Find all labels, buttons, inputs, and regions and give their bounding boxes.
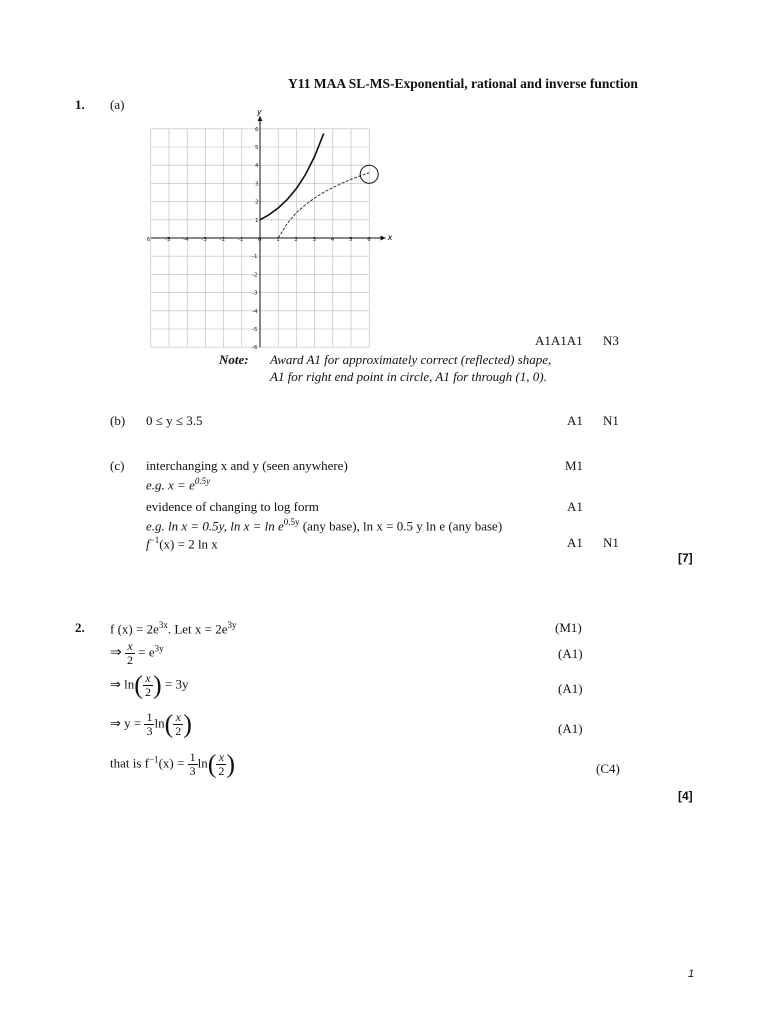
part-c-line-5: $f^{-1}(x) = 2$ ln x [146,535,218,552]
q2-mark-2: (A1) [558,646,583,661]
y-axis-arrow [258,116,263,121]
y-tick-label: -1 [252,254,258,261]
x-tick-label: 6 [367,237,371,243]
question-number: 1. [75,97,85,112]
y-tick-label: -4 [252,308,258,315]
part-c-line-3: evidence of changing to log form [146,499,319,514]
question-number-2: 2. [75,620,85,635]
q2-line-1: f $(x) = 2e^{3x}$. Let $x = 2e^{3y}$ [110,620,237,637]
q2-line-5: that is $f^{-1}(x)$ = $\frac{1}{3}$ ln( $\frac{x}{2}$ ) [110,749,236,779]
y-tick-label: 4 [255,163,259,170]
marks-c-1: M1 [565,458,584,473]
x-tick-label: -5 [165,237,171,243]
x-tick-label: -1 [237,237,244,243]
x-tick-label: 0 [258,237,262,243]
part-c-line-4: e.g. ln x = 0.5y, $\ln x = \ln e^{0.5y}$ (any base), ln x = 0.5 y ln e (any base) [146,517,503,534]
total-marks-q1: [7] [678,551,693,565]
part-label-a: (a) [110,97,125,112]
marks-c-2: A1 [567,499,583,514]
q2-mark-5: (C4) [596,761,620,776]
q2-mark-1: (M1) [555,620,582,635]
q2-line-3: ⇒ ln( $\frac{x}{2}$ ) = 3y [110,670,189,700]
total-marks-q2: [4] [678,789,693,803]
note-label: Note: [219,352,249,367]
q2-line-2: ⇒ $\frac{x}{2}$ = $e^{3y}$ [110,639,164,668]
page-title: Y11 MAA SL-MS-Exponential, rational and inverse function [288,76,638,91]
exponential-curve [260,133,324,219]
page-number: 1 [688,968,695,980]
n-mark-c: N1 [603,535,619,550]
marks-c-3: A1 [567,535,583,550]
y-tick-label: 5 [255,145,259,151]
n-mark-b: N1 [603,413,619,428]
x-axis-arrow [381,236,386,241]
inverse-log-curve [278,173,369,238]
y-tick-label: -3 [252,290,258,297]
x-tick-label: 3 [312,237,317,243]
note-line-2: A1 for right end point in circle, A1 for through (1, 0). [270,369,547,384]
y-tick-label: 3 [255,181,259,188]
x-tick-label: 1 [276,237,280,243]
marks-b: A1 [567,413,583,428]
part-c-line-2: e.g. $x = e^{0.5y}$ [146,476,211,493]
x-tick-label: -2 [219,237,226,243]
n-mark-a: N3 [603,333,619,348]
x-tick-label: 2 [294,237,298,243]
q2-mark-3: (A1) [558,681,583,696]
y-tick-label: 2 [255,199,259,206]
y-tick-label: 1 [255,217,259,224]
marks-a: A1A1A1 [535,333,583,348]
graph-axes [151,116,386,347]
q2-mark-4: (A1) [558,721,583,736]
part-label-b: (b) [110,413,126,428]
part-c-line-1: interchanging x and y (seen anywhere) [146,458,348,473]
x-axis-label: x [387,233,393,242]
note-line-1: Award A1 for approximately correct (reflected) shape, [270,352,552,367]
part-b-answer: 0 ≤ y ≤ 3.5 [146,413,203,428]
part-label-c: (c) [110,458,125,473]
y-tick-label: -2 [252,272,258,279]
x-tick-label: 5 [349,237,353,243]
graph-tick-labels [147,127,371,351]
graph [140,107,400,352]
y-tick-label: 6 [255,126,259,133]
x-tick-label: 4 [330,237,335,243]
q2-line-4: ⇒ y = $\frac{1}{3}$ ln( $\frac{x}{2}$ ) [110,709,192,739]
y-axis-label: y [257,107,262,117]
y-tick-label: -5 [252,327,258,333]
x-tick-label: 6 [146,237,151,243]
x-tick-label: -4 [183,237,189,243]
x-tick-label: -3 [201,237,207,243]
y-tick-label: -6 [252,345,258,352]
